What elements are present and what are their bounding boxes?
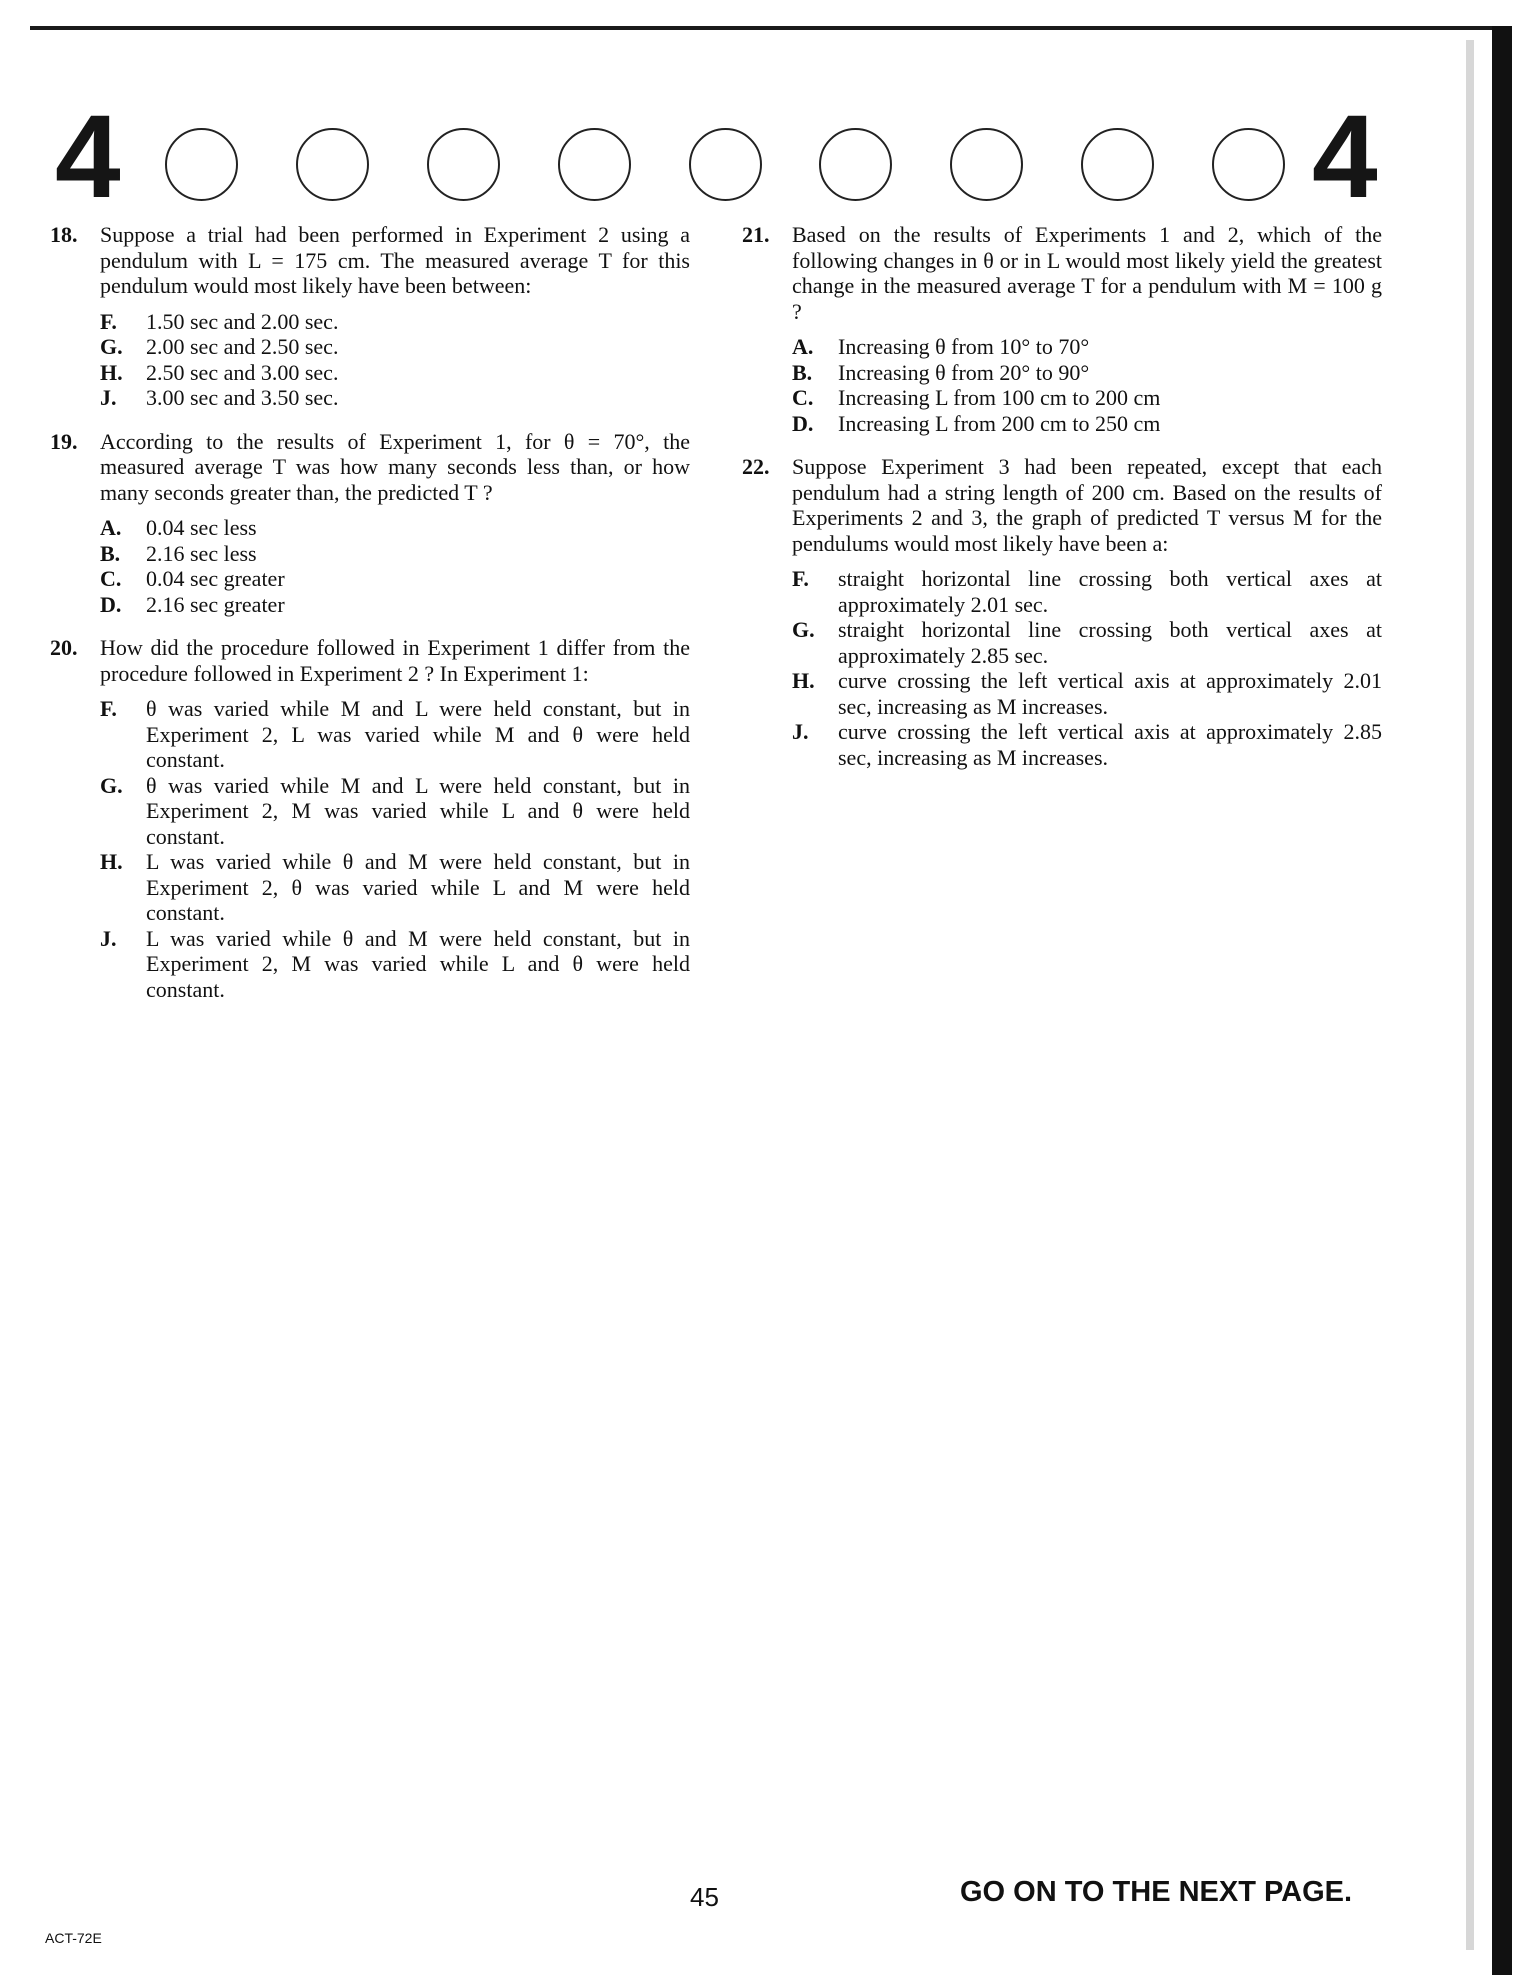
option-letter: J. — [792, 719, 809, 744]
option-letter: A. — [792, 334, 814, 359]
option-text: Increasing θ from 10° to 70° — [838, 334, 1090, 359]
question-21 — [742, 222, 1382, 436]
question-20 — [50, 635, 690, 1002]
question-number: 19. — [50, 428, 78, 454]
top-rule — [30, 26, 1492, 30]
answer-option — [100, 566, 690, 592]
option-text: Increasing θ from 20° to 90° — [838, 359, 1090, 385]
option-letter: G. — [792, 617, 815, 642]
option-text: Increasing L from 200 cm to 250 cm — [838, 410, 1161, 436]
section-circles — [165, 128, 1285, 203]
option-text: L was varied while θ and M were held constant, but in Experiment 2, M was varied while L and θ were held constant. — [146, 925, 690, 1002]
option-letter: D. — [792, 410, 814, 436]
go-on-next-page: GO ON TO THE NEXT PAGE. — [960, 1876, 1353, 1908]
answer-option — [792, 617, 1382, 668]
answer-option — [792, 334, 1382, 360]
option-text: 3.00 sec and 3.50 sec. — [146, 385, 339, 410]
header-circle — [558, 128, 631, 201]
question-number: 21. — [742, 222, 770, 247]
option-text: 2.50 sec and 3.00 sec. — [146, 359, 339, 385]
answer-options — [792, 334, 1382, 436]
option-text: 0.04 sec less — [146, 515, 257, 540]
page-number: 45 — [690, 1882, 719, 1912]
option-letter: F. — [100, 696, 117, 721]
right-column — [742, 222, 1382, 788]
option-letter: C. — [792, 385, 814, 410]
header-circle — [819, 128, 892, 201]
question-text: How did the procedure followed in Experiment 1 differ from the procedure followed in Experiment 2 ? In Experiment 1: — [100, 635, 690, 686]
question-22 — [742, 454, 1382, 770]
option-text: curve crossing the left vertical axis at approximately 2.85 sec, increasing as M increases. — [838, 719, 1382, 770]
question-text: Suppose a trial had been performed in Experiment 2 using a pendulum with L = 175 cm. The measured average T for this pendulum would most likely have been between: — [100, 222, 690, 298]
option-letter: F. — [100, 308, 117, 334]
header-circle — [165, 128, 238, 201]
answer-option — [100, 926, 690, 1003]
header-circle — [689, 128, 762, 201]
option-letter: F. — [792, 566, 809, 591]
option-letter: J. — [100, 925, 117, 951]
option-text: Increasing L from 100 cm to 200 cm — [838, 385, 1161, 410]
question-text: According to the results of Experiment 1, for θ = 70°, the measured average T was how many seconds less than, or how many seconds greater than, the predicted T ? — [100, 428, 690, 505]
section-number-left: 4 — [55, 91, 121, 223]
question-18 — [50, 222, 690, 411]
answer-option — [100, 385, 690, 411]
header-circle — [296, 128, 369, 201]
section-number-right: 4 — [1312, 91, 1378, 223]
option-text: curve crossing the left vertical axis at approximately 2.01 sec, increasing as M increases. — [838, 668, 1382, 719]
answer-option — [100, 849, 690, 926]
form-code: ACT-72E — [45, 1930, 102, 1946]
header-circle — [1212, 128, 1285, 201]
answer-option — [792, 719, 1382, 770]
option-letter: D. — [100, 591, 122, 617]
answer-option — [100, 309, 690, 335]
answer-options — [792, 566, 1382, 770]
left-column — [50, 222, 690, 1020]
option-letter: B. — [792, 359, 813, 385]
option-letter: H. — [100, 359, 123, 385]
option-text: θ was varied while M and L were held constant, but in Experiment 2, L was varied while M and θ were held constant. — [146, 696, 690, 772]
answer-option — [792, 360, 1382, 386]
answer-option — [100, 773, 690, 850]
answer-option — [792, 411, 1382, 437]
option-letter: A. — [100, 515, 122, 540]
question-number: 20. — [50, 635, 78, 660]
option-text: 2.00 sec and 2.50 sec. — [146, 334, 339, 359]
answer-option — [100, 334, 690, 360]
option-text: straight horizontal line crossing both vertical axes at approximately 2.85 sec. — [838, 617, 1382, 668]
question-text: Based on the results of Experiments 1 and 2, which of the following changes in θ or in L would most likely yield the greatest change in the measured average T for a pendulum with M = 100 g ? — [792, 222, 1382, 324]
answer-option — [792, 385, 1382, 411]
header-circle — [1081, 128, 1154, 201]
question-number: 18. — [50, 222, 78, 247]
option-letter: C. — [100, 566, 122, 591]
answer-options — [100, 696, 690, 1002]
option-text: L was varied while θ and M were held constant, but in Experiment 2, θ was varied while L and M were held constant. — [146, 849, 690, 925]
header-circle — [427, 128, 500, 201]
option-letter: J. — [100, 385, 117, 410]
answer-option — [100, 592, 690, 618]
option-text: straight horizontal line crossing both vertical axes at approximately 2.01 sec. — [838, 566, 1382, 617]
question-text: Suppose Experiment 3 had been repeated, except that each pendulum had a string length of 200 cm. Based on the results of Experiments 2 and 3, the graph of predicted T versus M for the pendulums would most likely have been a: — [792, 454, 1382, 556]
answer-options — [100, 515, 690, 617]
option-letter: G. — [100, 334, 123, 359]
answer-option — [100, 541, 690, 567]
option-letter: H. — [792, 668, 815, 693]
page-edge-shadow — [1466, 40, 1474, 1950]
option-text: 0.04 sec greater — [146, 566, 285, 591]
option-text: 1.50 sec and 2.00 sec. — [146, 308, 339, 334]
option-text: 2.16 sec greater — [146, 591, 285, 617]
answer-option — [100, 696, 690, 773]
header-circle — [950, 128, 1023, 201]
page-edge-bar — [1492, 26, 1512, 1975]
answer-option — [792, 668, 1382, 719]
option-letter: H. — [100, 849, 123, 874]
option-letter: B. — [100, 540, 121, 566]
option-text: 2.16 sec less — [146, 540, 257, 566]
option-letter: G. — [100, 772, 123, 798]
question-number: 22. — [742, 454, 770, 479]
question-19 — [50, 429, 690, 618]
answer-options — [100, 309, 690, 411]
answer-option — [792, 566, 1382, 617]
answer-option — [100, 515, 690, 541]
option-text: θ was varied while M and L were held constant, but in Experiment 2, M was varied while L and θ were held constant. — [146, 772, 690, 849]
answer-option — [100, 360, 690, 386]
